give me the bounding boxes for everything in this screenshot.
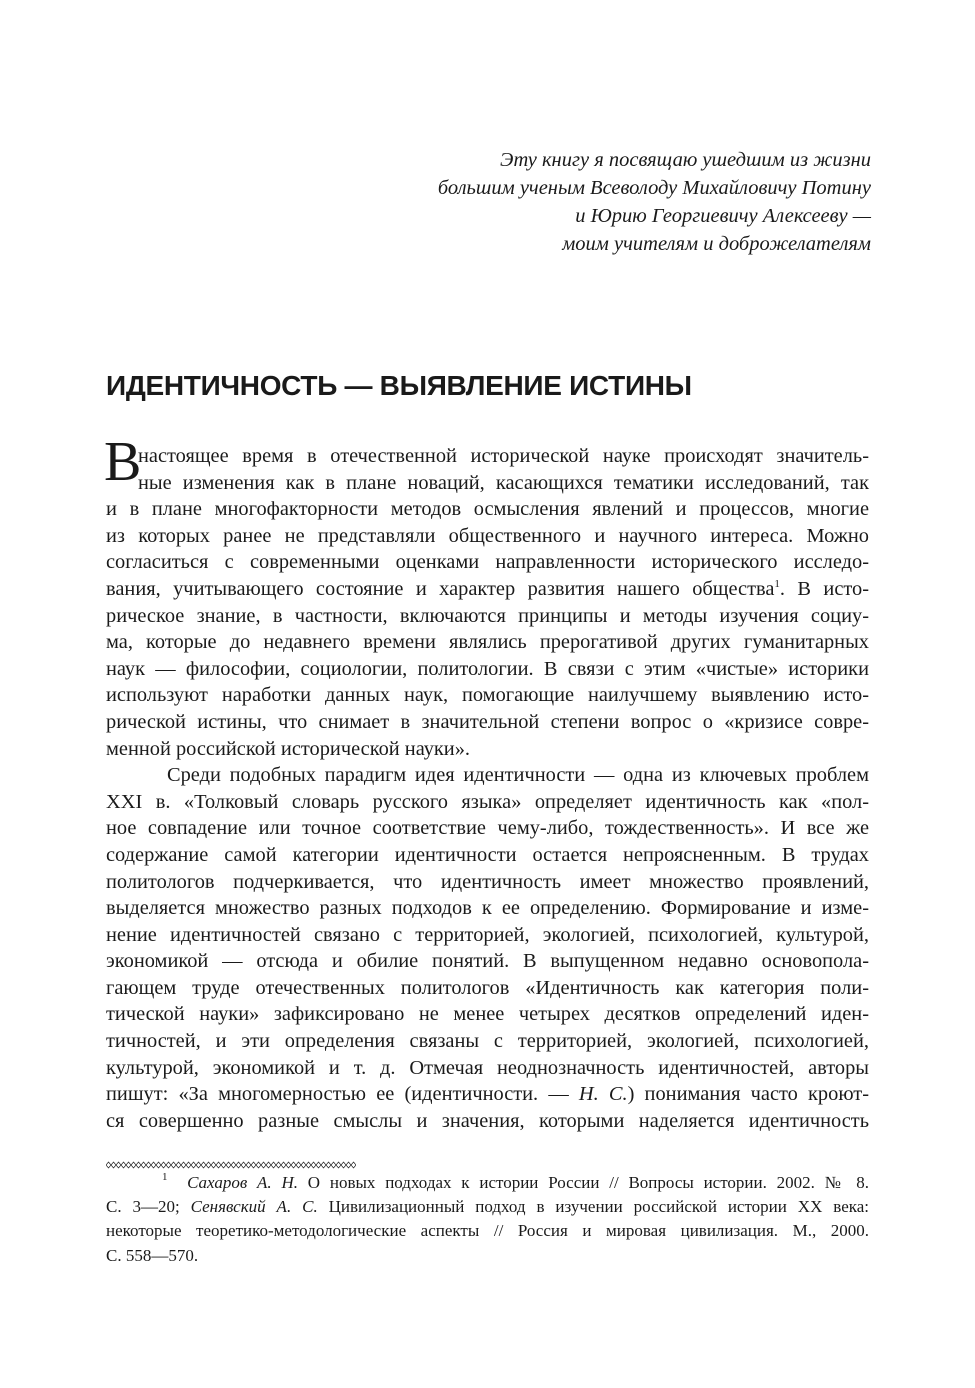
footnote-text: С. 3—20;: [106, 1197, 191, 1217]
dedication: [438, 146, 871, 258]
text-line: экономикой — отсюда и обилие понятий. В выпущенном недавно основопола-: [106, 950, 869, 973]
footnote-divider: [106, 1160, 356, 1170]
footnote-line: С. 558—570.: [106, 1245, 199, 1265]
footnote-line: некоторые теоретико-методологические аспекты // Россия и мировая цивилизация. М., 2000.: [106, 1221, 869, 1241]
text-line: согласиться с современными оценками направленности исторического исследо-: [106, 551, 869, 574]
text-line: [106, 470, 869, 497]
text-line: [106, 576, 869, 603]
text-line-head: ри: [106, 604, 128, 627]
dedication-line: большим ученым Всеволоду Михайловичу Потину: [437, 177, 871, 199]
paragraph-1: [104, 431, 870, 762]
text-line: XXI в. «Толковый словарь русского языка» определяет идентичность как «пол-: [106, 790, 869, 813]
text-line-content: настоящее время в отечественной исторической науке происходят значитель-: [138, 445, 869, 467]
dedication-line: Эту книгу я посвящаю ушедшим из жизни: [500, 149, 871, 171]
text-line-content: пишут: «За многомерностью ее (идентичности. —: [106, 1083, 579, 1106]
dedication-line: моим учителям и доброжелателям: [562, 233, 871, 255]
footnote-number: 1: [162, 1171, 168, 1183]
text-line: нение идентичностей связано с территорией, экологией, психологией, культурой,: [106, 923, 869, 946]
footnote-text: О новых подходах к истории России // Вопросы истории. 2002. № 8.: [298, 1173, 870, 1192]
text-line-content: ные изменения как в плане новаций, касающихся тематики исследований, так: [138, 471, 869, 494]
footnote-line: [106, 1171, 869, 1195]
text-line: рической истины, что снимает в значительной степени вопрос о «кризисе совре-: [106, 710, 869, 733]
text-line: [106, 1081, 869, 1108]
text-line: политологов подчеркивается, что идентичность имеет множество проявлений,: [106, 870, 869, 893]
text-line: Среди подобных парадигм идея идентичности — одна из ключевых проблем: [167, 764, 869, 787]
text-line: выделяется множество разных подходов к ее определению. Формирование и изме-: [106, 897, 869, 920]
footnote-line: [106, 1195, 869, 1219]
text-line: культурой, экономикой и т. д. Отмечая неоднозначность идентичностей, авторы: [106, 1056, 869, 1079]
text-line-content: вания, учитывающего состояние и характер развития нашего общества: [106, 577, 775, 600]
text-line: наук — философии, социологии, политологии. В связи с этим «чистые» историки: [106, 657, 869, 680]
footnote-author: Сенявский А. С.: [190, 1197, 318, 1217]
text-line-tail: ) понимания часто кроют-: [627, 1083, 869, 1106]
text-line: тичностей, и эти определения связаны с территорией, экологией, психологией,: [106, 1030, 869, 1053]
chapter-heading: ИДЕНТИЧНОСТЬ — ВЫЯВЛЕНИЕ ИСТИНЫ: [106, 370, 692, 401]
footnote-author: Сахаров А. Н.: [187, 1173, 298, 1192]
text-line: гающем труде отечественных политологов «Идентичность как категория поли-: [106, 976, 869, 999]
text-line: ся совершенно разные смыслы и значения, которыми наделяется идентичность: [106, 1109, 869, 1132]
footnote-reference[interactable]: 1: [774, 577, 780, 590]
text-line: менной российской исторической науки».: [106, 737, 471, 760]
drop-cap: В: [104, 431, 142, 493]
footnote: [106, 1171, 869, 1268]
text-line-tail: . В исто-: [779, 577, 870, 600]
text-line: ма, которые до недавнего времени являлись прерогативой других гуманитарных: [106, 631, 869, 654]
body-text: [104, 431, 870, 1134]
text-line: тической науки» зафиксировано не менее четырех десятков определений иден-: [106, 1003, 869, 1026]
text-line: и в плане многофакторности методов осмысления явлений и процессов, многие: [106, 498, 869, 521]
dedication-line: и Юрию Георгиевичу Алексееву —: [575, 205, 871, 227]
text-line-content: ческое знание, в частности, включаются принципы и методы изучения социу-: [127, 604, 869, 627]
author-initials: Н. С.: [578, 1083, 628, 1106]
text-line: из которых ранее не представляли общественного и научного интереса. Можно: [106, 524, 869, 547]
paragraph-2: [106, 762, 869, 1134]
text-line: ное совпадение или точное соответствие чему-либо, тождественность». И все же: [106, 817, 869, 840]
text-line: содержание самой категории идентичности остается непроясненным. В трудах: [106, 843, 869, 866]
text-line: используют наработки данных наук, помогающие наилучшему выявлению исто-: [106, 684, 869, 707]
text-line: [106, 603, 869, 630]
footnote-text: Цивилизационный подход в изучении российской истории XX века:: [317, 1197, 870, 1217]
